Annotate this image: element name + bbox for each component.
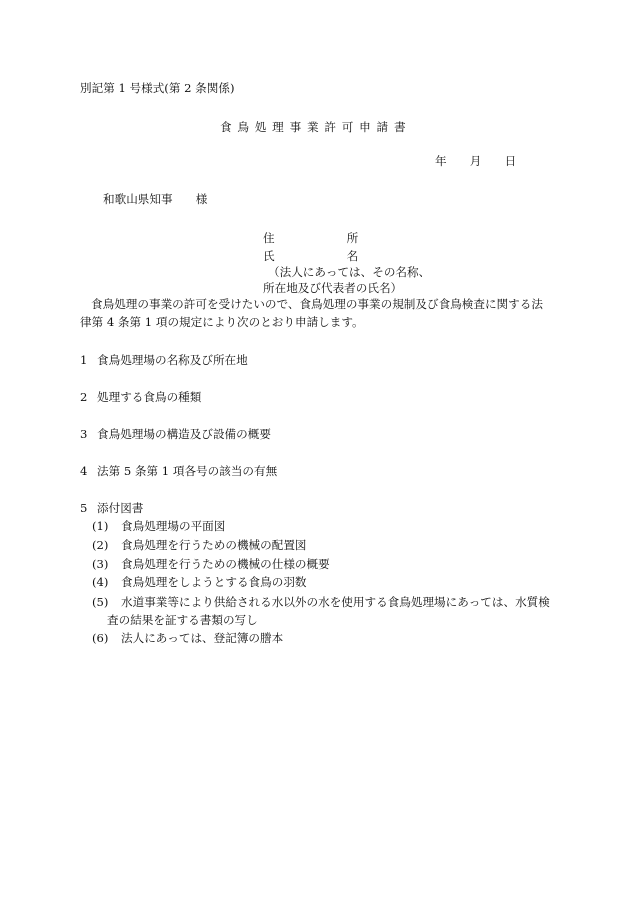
attachment-number: (1) [92, 519, 109, 533]
attachment-number: (3) [92, 557, 109, 571]
attachment-item [92, 631, 283, 645]
list-item [80, 390, 201, 404]
item-number: 2 [80, 390, 88, 404]
address-label: 住所 [263, 231, 431, 245]
list-item [80, 427, 271, 441]
list-item [80, 501, 143, 515]
item-number: 4 [80, 464, 88, 478]
list-item [80, 353, 248, 367]
name-label: 氏名 [263, 249, 431, 263]
attachment-item [92, 557, 330, 571]
date-line: 年 月 日 [435, 154, 517, 168]
item-text: 処理する食鳥の種類 [97, 390, 202, 404]
attachment-number: (2) [92, 538, 109, 552]
item-number: 5 [80, 501, 88, 515]
attachment-number: (4) [92, 575, 109, 589]
body-text-line-1: 食鳥処理の事業の許可を受けたいので、食鳥処理の事業の規制及び食鳥検査に関する法 [91, 297, 543, 311]
item-text: 法第 5 条第 1 項各号の該当の有無 [97, 464, 278, 478]
attachment-number: (5) [92, 595, 109, 609]
attachment-number: (6) [92, 631, 109, 645]
list-item [80, 464, 277, 478]
attachment-text: 水道事業等により供給される水以外の水を使用する食鳥処理場にあっては、水質検 [121, 595, 550, 609]
attachment-text: 食鳥処理場の平面図 [121, 519, 226, 533]
item-text: 添付図書 [97, 501, 144, 515]
attachment-item [92, 519, 225, 533]
attachment-text: 食鳥処理を行うための機械の仕様の概要 [121, 557, 330, 571]
form-reference: 別記第 1 号様式(第 2 条関係) [80, 81, 235, 95]
attachment-text: 食鳥処理を行うための機械の配置図 [121, 538, 307, 552]
form-title: 食鳥処理事業許可申請書 [220, 120, 412, 134]
attachment-text-continuation: 査の結果を証する書類の写し [107, 613, 258, 627]
attachment-item [92, 595, 550, 609]
attachment-text: 食鳥処理をしようとする食鳥の羽数 [121, 575, 307, 589]
body-text-line-2: 律第 4 条第 1 項の規定により次のとおり申請します。 [80, 315, 364, 329]
item-text: 食鳥処理場の構造及び設備の概要 [97, 427, 271, 441]
addressee: 和歌山県知事 様 [103, 192, 208, 206]
attachment-item [92, 575, 307, 589]
attachment-item [92, 538, 307, 552]
corporate-note-line-2: 所在地及び代表者の氏名） [263, 281, 403, 295]
item-number: 1 [80, 353, 88, 367]
attachment-text: 法人にあっては、登記簿の謄本 [121, 631, 284, 645]
item-number: 3 [80, 427, 88, 441]
item-text: 食鳥処理場の名称及び所在地 [97, 353, 248, 367]
corporate-note-line-1: （法人にあっては、その名称、 [268, 265, 431, 279]
